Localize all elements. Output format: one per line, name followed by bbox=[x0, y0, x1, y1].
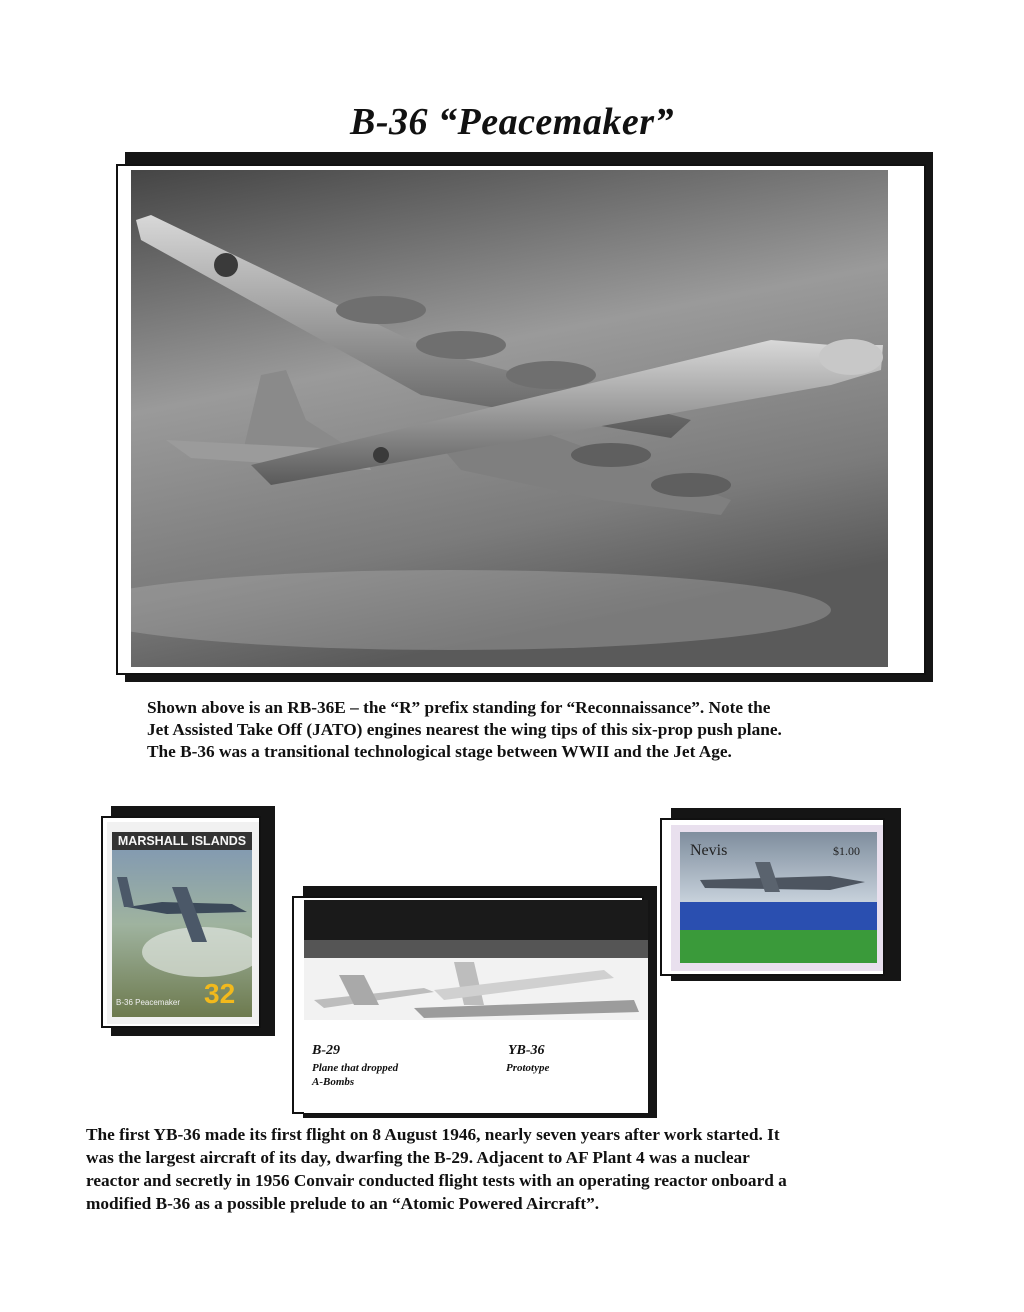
caption-line: The B-36 was a transitional technological stage between WWII and the Jet Age. bbox=[147, 742, 732, 761]
nevis-country-label: Nevis bbox=[690, 842, 728, 859]
marshall-country-label: MARSHALL ISLANDS bbox=[117, 834, 247, 848]
caption-line: Jet Assisted Take Off (JATO) engines nearest the wing tips of this six-prop push plane. bbox=[147, 720, 782, 739]
history-paragraph bbox=[86, 1123, 946, 1215]
page-title: B-36 “Peacemaker” bbox=[349, 101, 675, 143]
yb36-description: Prototype bbox=[506, 1062, 550, 1074]
paragraph-line: The first YB-36 made its first flight on 8 August 1946, nearly seven years after work started. It bbox=[86, 1125, 780, 1144]
main-photo-caption bbox=[147, 697, 927, 763]
b29-yb36-comparison-image bbox=[304, 900, 648, 1113]
rb36-aircraft-image bbox=[131, 170, 888, 667]
marshall-stamp-value: 32 bbox=[204, 978, 236, 1009]
b29-description-line2: A-Bombs bbox=[312, 1076, 355, 1088]
caption-line: Shown above is an RB-36E – the “R” prefix standing for “Reconnaissance”. Note the bbox=[147, 698, 771, 717]
center-photo bbox=[304, 900, 648, 1113]
marshall-stamp-name: B-36 Peacemaker bbox=[116, 998, 181, 1007]
paragraph-line: reactor and secretly in 1956 Convair conducted flight tests with an operating reactor onboard a bbox=[86, 1171, 787, 1190]
b29-description: Plane that dropped bbox=[312, 1062, 399, 1074]
yb36-label: YB-36 bbox=[508, 1043, 545, 1058]
paragraph-line: modified B-36 as a possible prelude to an “Atomic Powered Aircraft”. bbox=[86, 1194, 600, 1213]
nevis-stamp-value: $1.00 bbox=[833, 844, 860, 858]
b29-label: B-29 bbox=[312, 1043, 340, 1058]
paragraph-line: was the largest aircraft of its day, dwarfing the B-29. Adjacent to AF Plant 4 was a nuclear bbox=[86, 1148, 750, 1167]
main-photo bbox=[131, 170, 888, 667]
